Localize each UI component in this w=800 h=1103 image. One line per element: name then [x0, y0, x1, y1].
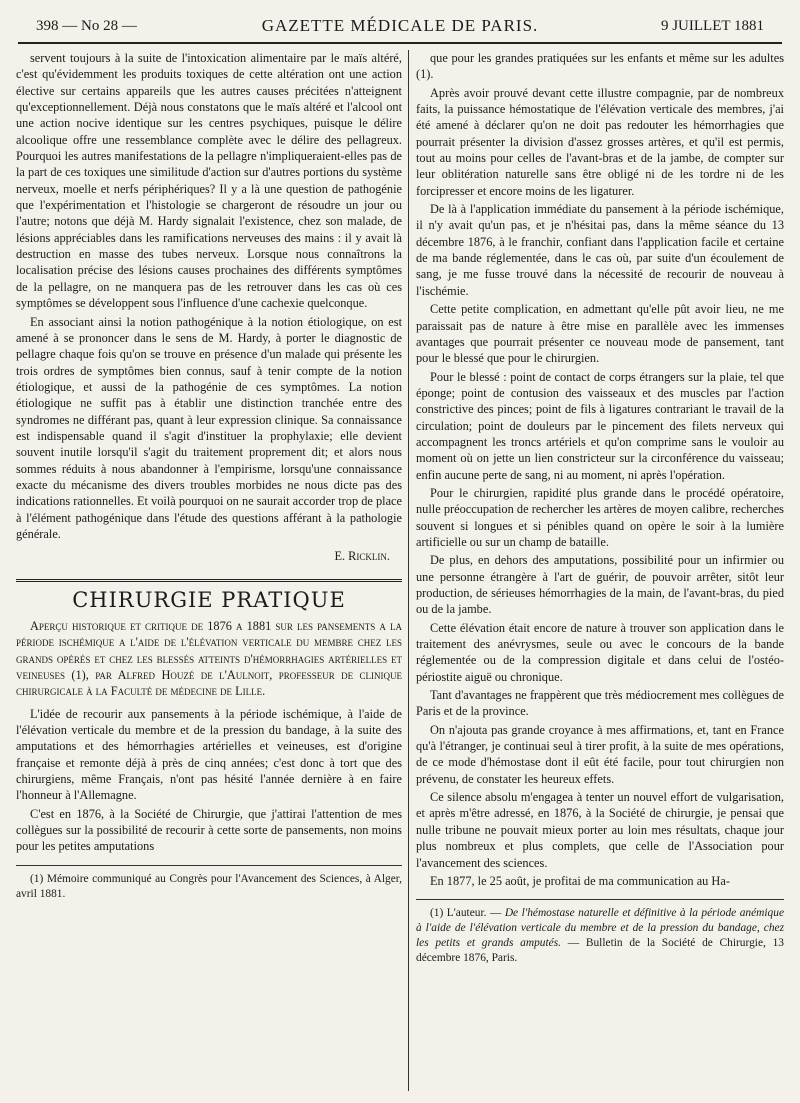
paragraph: que pour les grandes pratiquées sur les enfants et même sur les adultes (1). — [416, 51, 784, 82]
footnote — [416, 906, 784, 966]
footnote-rule — [16, 865, 402, 866]
footnote-lead: (1) L'auteur. — — [430, 907, 505, 920]
article-subtitle: Aperçu historique et critique de 1876 a 1881 sur les pansements a la période ischémique a l'aide de l'élévation verticale du membre chez les grands opérés et chez les blessés atteints d'hémorrhagies artérielles et veineuses (1), par Alfred Houzé de l'Aulnoit, professeur de clinique chirurgicale à la Faculté de médecine de Lille. — [16, 619, 402, 699]
column-divider — [408, 50, 409, 1091]
journal-title: GAZETTE MÉDICALE DE PARIS. — [261, 16, 539, 35]
author-signature: E. Ricklin. — [334, 549, 390, 564]
page-number: 398 — No 28 — — [36, 18, 137, 34]
issue-date: 9 JUILLET 1881 — [660, 18, 764, 34]
paragraph: Après avoir prouvé devant cette illustre compagnie, par de nombreux faits, la puissance hémostatique de l'élévation verticale des membres, j'ai été amené à déclarer qu'on ne doit pas redouter les hémorrhagies que pourrait présenter la division d'assez grosses artères, et qu'il est permis, tout au moins pour celles de l'avant-bras et de la jambe, de compter sur leur oblitération naturelle sans être obligé ni de les tordre ni de les forcipresser et encore moins de les ligaturer. — [416, 85, 784, 198]
paragraph: En associant ainsi la notion pathogénique à la notion étiologique, on est amené à se prononcer dans le sens de M. Hardy, à porter le diagnostic de pellagre chaque fois qu'on se trouve en présence d'un malade qui présente les trois ordres de symptômes bien connus, sauf à tenir compte de la notion étiologique, et aussi de la pathogénie de ces symptômes. La notion étiologique ne suffit pas à établir une distinction tranchée entre des syndromes ne différant pas, quant à leur expression clinique. Sa connaissance est indispensable quand il s'agit d'instituer la prophylaxie; elle devient souvent inutile lorsqu'il s'agit du traitement proprement dit; et alors nous sommes réduits à nous abandonner à l'empirisme, lorsqu'une connaissance exacte du mécanisme des divers troubles morbides ne nous dicte pas des indications rationnelles. Et voilà pourquoi on ne saurait accorder trop de place à l'élément pathogénique dans l'étude des questions afférant à la pathologie générale. — [16, 314, 402, 541]
page-header — [18, 12, 782, 44]
paragraph: L'idée de recourir aux pansements à la période ischémique, à l'aide de l'élévation verticale du membre et de la pression du bandage, à la suite des amputations et des hémorrhagies artérielles et veineuses, est d'origine française et remonte déjà à près de cinq années; c'est donc à tort que des chirurgiens, même Français, n'ont pas hésité l'année dernière à en faire l'honneur à l'Allemagne. — [16, 706, 402, 803]
paragraph: Ce silence absolu m'engagea à tenter un nouvel effort de vulgarisation, et après m'être adressé, en 1876, à la Société de chirurgie, je pensai que nulle tribune ne pouvait mieux porter au loin mes résultats, chaque jour plus nombreux et plus complets, que celle de l'Association pour l'avancement des sciences. — [416, 790, 784, 870]
footnote: (1) Mémoire communiqué au Congrès pour l'Avancement des Sciences, à Alger, avril 1881. — [16, 872, 402, 900]
right-column — [416, 50, 784, 1091]
footnote-source: — Bulletin de la Société de Chirurgie, 13 décembre 1876, Paris. — [416, 937, 784, 965]
paragraph: Pour le blessé : point de contact de corps étrangers sur la plaie, tel que éponge; point de contusion des vaisseaux et des muscles par l'action constrictive des pinces; point de fils à ligatures contrariant le travail de la circulation; point de douleurs par le pincement des filets nerveux qui accompagnent les troncs artériels et qu'on comprime sans le vouloir au moment où on jette un lien constricteur sur la circonférence du vaisseau; enfin aucune perte de sang, ni au moment, ni après l'opération. — [416, 369, 784, 482]
section-separator — [16, 579, 402, 582]
paragraph: servent toujours à la suite de l'intoxication alimentaire par le maïs altéré, c'est qu'évidemment les produits toxiques de cette altération ont une action élective sur certains appareils que les autres causes précitées n'atteignent qu'exceptionnellement. Déjà nous constatons que le maïs altéré et l'alcool ont une action nocive identique sur les centres psychiques, puisque le délire alcoolique offre une ressemblance complète avec le délire des pellagreux. Pourquoi les autres manifestations de la pellagre n'impliqueraient-elles pas de la part de ces toxiques une similitude d'action sur d'autres portions du système nerveux, moelle et nerfs périphériques? Il y a là une question de pathogénie que l'expérimentation et l'histologie se chargeront de résoudre un jour ou l'autre; notons que déjà M. Hardy signalait l'existence, chez son malade, de lésions appréciables dans les ramifications nerveuses des mains : il y avait là destruction en masse des tubes nerveux. Lorsque nous connaîtrons la localisation précise des lésions causes prochaines des différents symptômes de la pellagre, on ne manquera pas de les retrouver dans les cas où ces symptômes se développent sous l'influence d'une cachexie quelconque. — [16, 51, 402, 311]
paragraph: Cette élévation était encore de nature à trouver son application dans le traitement des anévrysmes, seule ou avec le concours de la bande réglementée ou de la compression digitale et dans celui de l'ostéo-périostite aiguë ou chronique. — [416, 620, 784, 684]
paragraph: On n'ajouta pas grande croyance à mes affirmations, et, tant en France qu'à l'étranger, je continuai seul à tirer profit, à la suite de mes opérations, de ce mode d'hémostase dont il eût été facile, pour tout chirurgien non prévenu, de constater les heureux effets. — [416, 722, 784, 786]
paragraph: Tant d'avantages ne frappèrent que très médiocrement mes collègues de Paris et de la province. — [416, 688, 784, 719]
left-column — [16, 50, 402, 1091]
paragraph: Pour le chirurgien, rapidité plus grande dans le procédé opératoire, nulle préoccupation de rechercher les artères de moyen calibre, recherches souvent si longues et si pénibles quand on opère le soir à la lumière artificielle ou sur un champ de bataille. — [416, 485, 784, 549]
section-title: CHIRURGIE PRATIQUE — [72, 587, 346, 612]
footnote-rule — [416, 899, 784, 900]
footnote-title: De l'hémostase naturelle et définitive à la période anémique à l'aide de l'élévation verticale du membre et de la pression du bandage, chez les petits et grands amputés. — [416, 907, 784, 950]
paragraph: C'est en 1876, à la Société de Chirurgie, que j'attirai l'attention de mes collègues sur la possibilité de recourir à cette sorte de pansements, non moins pour les petites amputations — [16, 806, 402, 854]
paragraph: Cette petite complication, en admettant qu'elle pût avoir lieu, ne me paraissait pas de nature à être mise en parallèle avec les immenses avantages que pourrait présenter ce nouveau mode de pansement, tant pour le blessé que pour le chirurgien. — [416, 302, 784, 366]
paragraph: En 1877, le 25 août, je profitai de ma communication au Ha- — [430, 873, 730, 888]
paragraph: De plus, en dehors des amputations, possibilité pour un infirmier ou une personne étrangère à l'art de guérir, de pouvoir arrêter, sitôt leur production, de sérieuses hémorrhagies de la main, de l'avant-bras, du pied ou de la jambe. — [416, 553, 784, 617]
paragraph: De là à l'application immédiate du pansement à la période ischémique, il n'y avait qu'un pas, et je n'hésitai pas, dans la même séance du 13 décembre 1876, à le franchir, confiant dans l'application facile et certaine de ma bande réglementée, dans le cas où, par suite d'un écoulement de sang, je me fusse trouvé dans la nécessité de recourir de nouveau à l'ischémie. — [416, 202, 784, 298]
